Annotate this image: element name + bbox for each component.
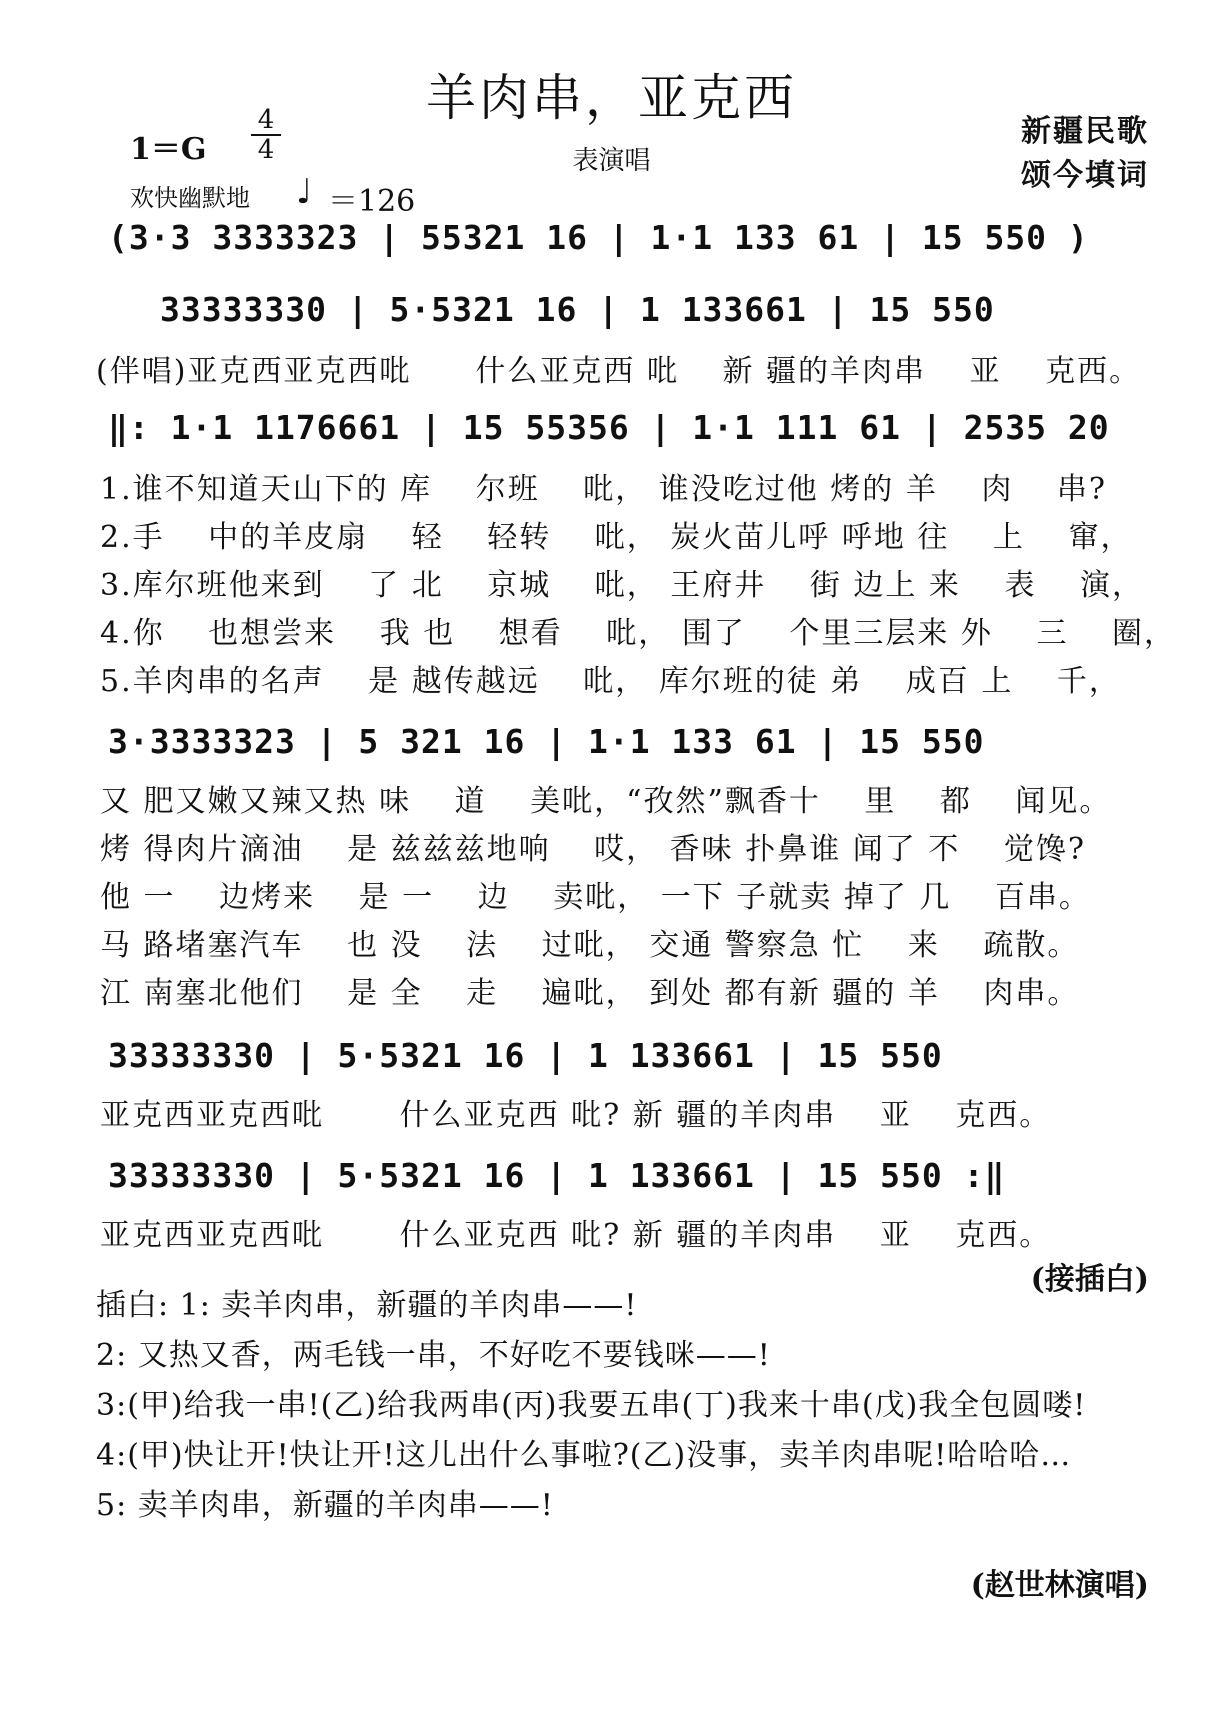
dialogue-line: 4:(甲)快让开!快让开!这儿出什么事啦?(乙)没事，卖羊肉串呢!哈哈哈… xyxy=(96,1438,1072,1473)
key-signature: 1＝G xyxy=(130,132,207,167)
lyric-line: (伴唱)亚克西亚克西吡 什么亚克西 吡 新 疆的羊肉串 亚 克西。 xyxy=(96,354,1142,389)
tempo-text: 欢快幽默地 xyxy=(130,184,250,212)
score-line-4: 3·3333323 | 5 321 16 | 1·1 133 61 | 15 550 xyxy=(108,722,985,761)
lyric-verse-3: 他 一 边烤来 是 一 边 卖吡， 一下 子就卖 掉了 几 百串。 xyxy=(100,880,1091,915)
subtitle: 表演唱 xyxy=(572,146,651,176)
score-line-3: ‖: 1·1 1176661 | 15 55356 | 1·1 111 61 | 2535 20 xyxy=(108,408,1110,447)
lyric-verse-1: 1.谁不知道天山下的 库 尔班 吡， 谁没吃过他 烤的 羊 肉 串? xyxy=(100,472,1107,507)
time-signature-top: 4 xyxy=(257,105,275,135)
performer-credit: (赵世林演唱) xyxy=(970,1568,1149,1603)
tempo-value: ＝126 xyxy=(328,184,416,219)
dialogue-line: 插白: 1: 卖羊肉串，新疆的羊肉串——! xyxy=(96,1288,638,1323)
lyric-verse-5: 江 南塞北他们 是 全 走 遍吡， 到处 都有新 疆的 羊 肉串。 xyxy=(100,976,1080,1011)
dialogue-line: 2: 又热又香，两毛钱一串，不好吃不要钱咪——! xyxy=(96,1338,771,1373)
lyric-verse-3: 3.库尔班他来到 了 北 京城 吡， 王府井 街 边上 来 表 演， xyxy=(100,568,1144,603)
page-title: 羊肉串，亚克西 xyxy=(426,69,797,127)
credit-source: 新疆民歌 xyxy=(1021,114,1149,149)
score-line-2: 33333330 | 5·5321 16 | 1 133661 | 15 550 xyxy=(160,290,995,329)
lyric-verse-2: 烤 得肉片滴油 是 兹兹兹地响 哎， 香味 扑鼻谁 闻了 不 觉馋? xyxy=(100,832,1086,867)
score-line-5: 33333330 | 5·5321 16 | 1 133661 | 15 550 xyxy=(108,1036,943,1075)
lyric-verse-4: 马 路堵塞汽车 也 没 法 过吡， 交通 警察急 忙 来 疏散。 xyxy=(100,928,1080,963)
time-signature-bottom: 4 xyxy=(257,135,275,165)
lyric-verse-4: 4.你 也想尝来 我 也 想看 吡， 围了 个里三层来 外 三 圈， xyxy=(100,616,1176,651)
credit-lyricist: 颂今填词 xyxy=(1021,158,1149,193)
score-line-1: (3·3 3333323 | 55321 16 | 1·1 133 61 | 15 550 ) xyxy=(108,218,1089,257)
continue-note: (接插白) xyxy=(1030,1262,1149,1297)
quarter-note-icon: ♩ xyxy=(296,172,313,212)
time-signature xyxy=(246,106,286,164)
lyric-verse-1: 又 肥又嫩又辣又热 味 道 美吡，“孜然”飘香十 里 都 闻见。 xyxy=(100,784,1112,819)
lyric-line: 亚克西亚克西吡 什么亚克西 吡? 新 疆的羊肉串 亚 克西。 xyxy=(100,1218,1052,1253)
score-line-6: 33333330 | 5·5321 16 | 1 133661 | 15 550 :‖ xyxy=(108,1156,1006,1195)
dialogue-line: 5: 卖羊肉串，新疆的羊肉串——! xyxy=(96,1488,554,1523)
lyric-verse-5: 5.羊肉串的名声 是 越传越远 吡， 库尔班的徒 弟 成百 上 千， xyxy=(100,664,1121,699)
lyric-verse-2: 2.手 中的羊皮扇 轻 轻转 吡， 炭火苗儿呼 呼地 往 上 窜， xyxy=(100,520,1133,555)
lyric-line: 亚克西亚克西吡 什么亚克西 吡? 新 疆的羊肉串 亚 克西。 xyxy=(100,1098,1052,1133)
dialogue-line: 3:(甲)给我一串!(乙)给我两串(丙)我要五串(丁)我来十串(戊)我全包圆喽! xyxy=(96,1388,1087,1423)
